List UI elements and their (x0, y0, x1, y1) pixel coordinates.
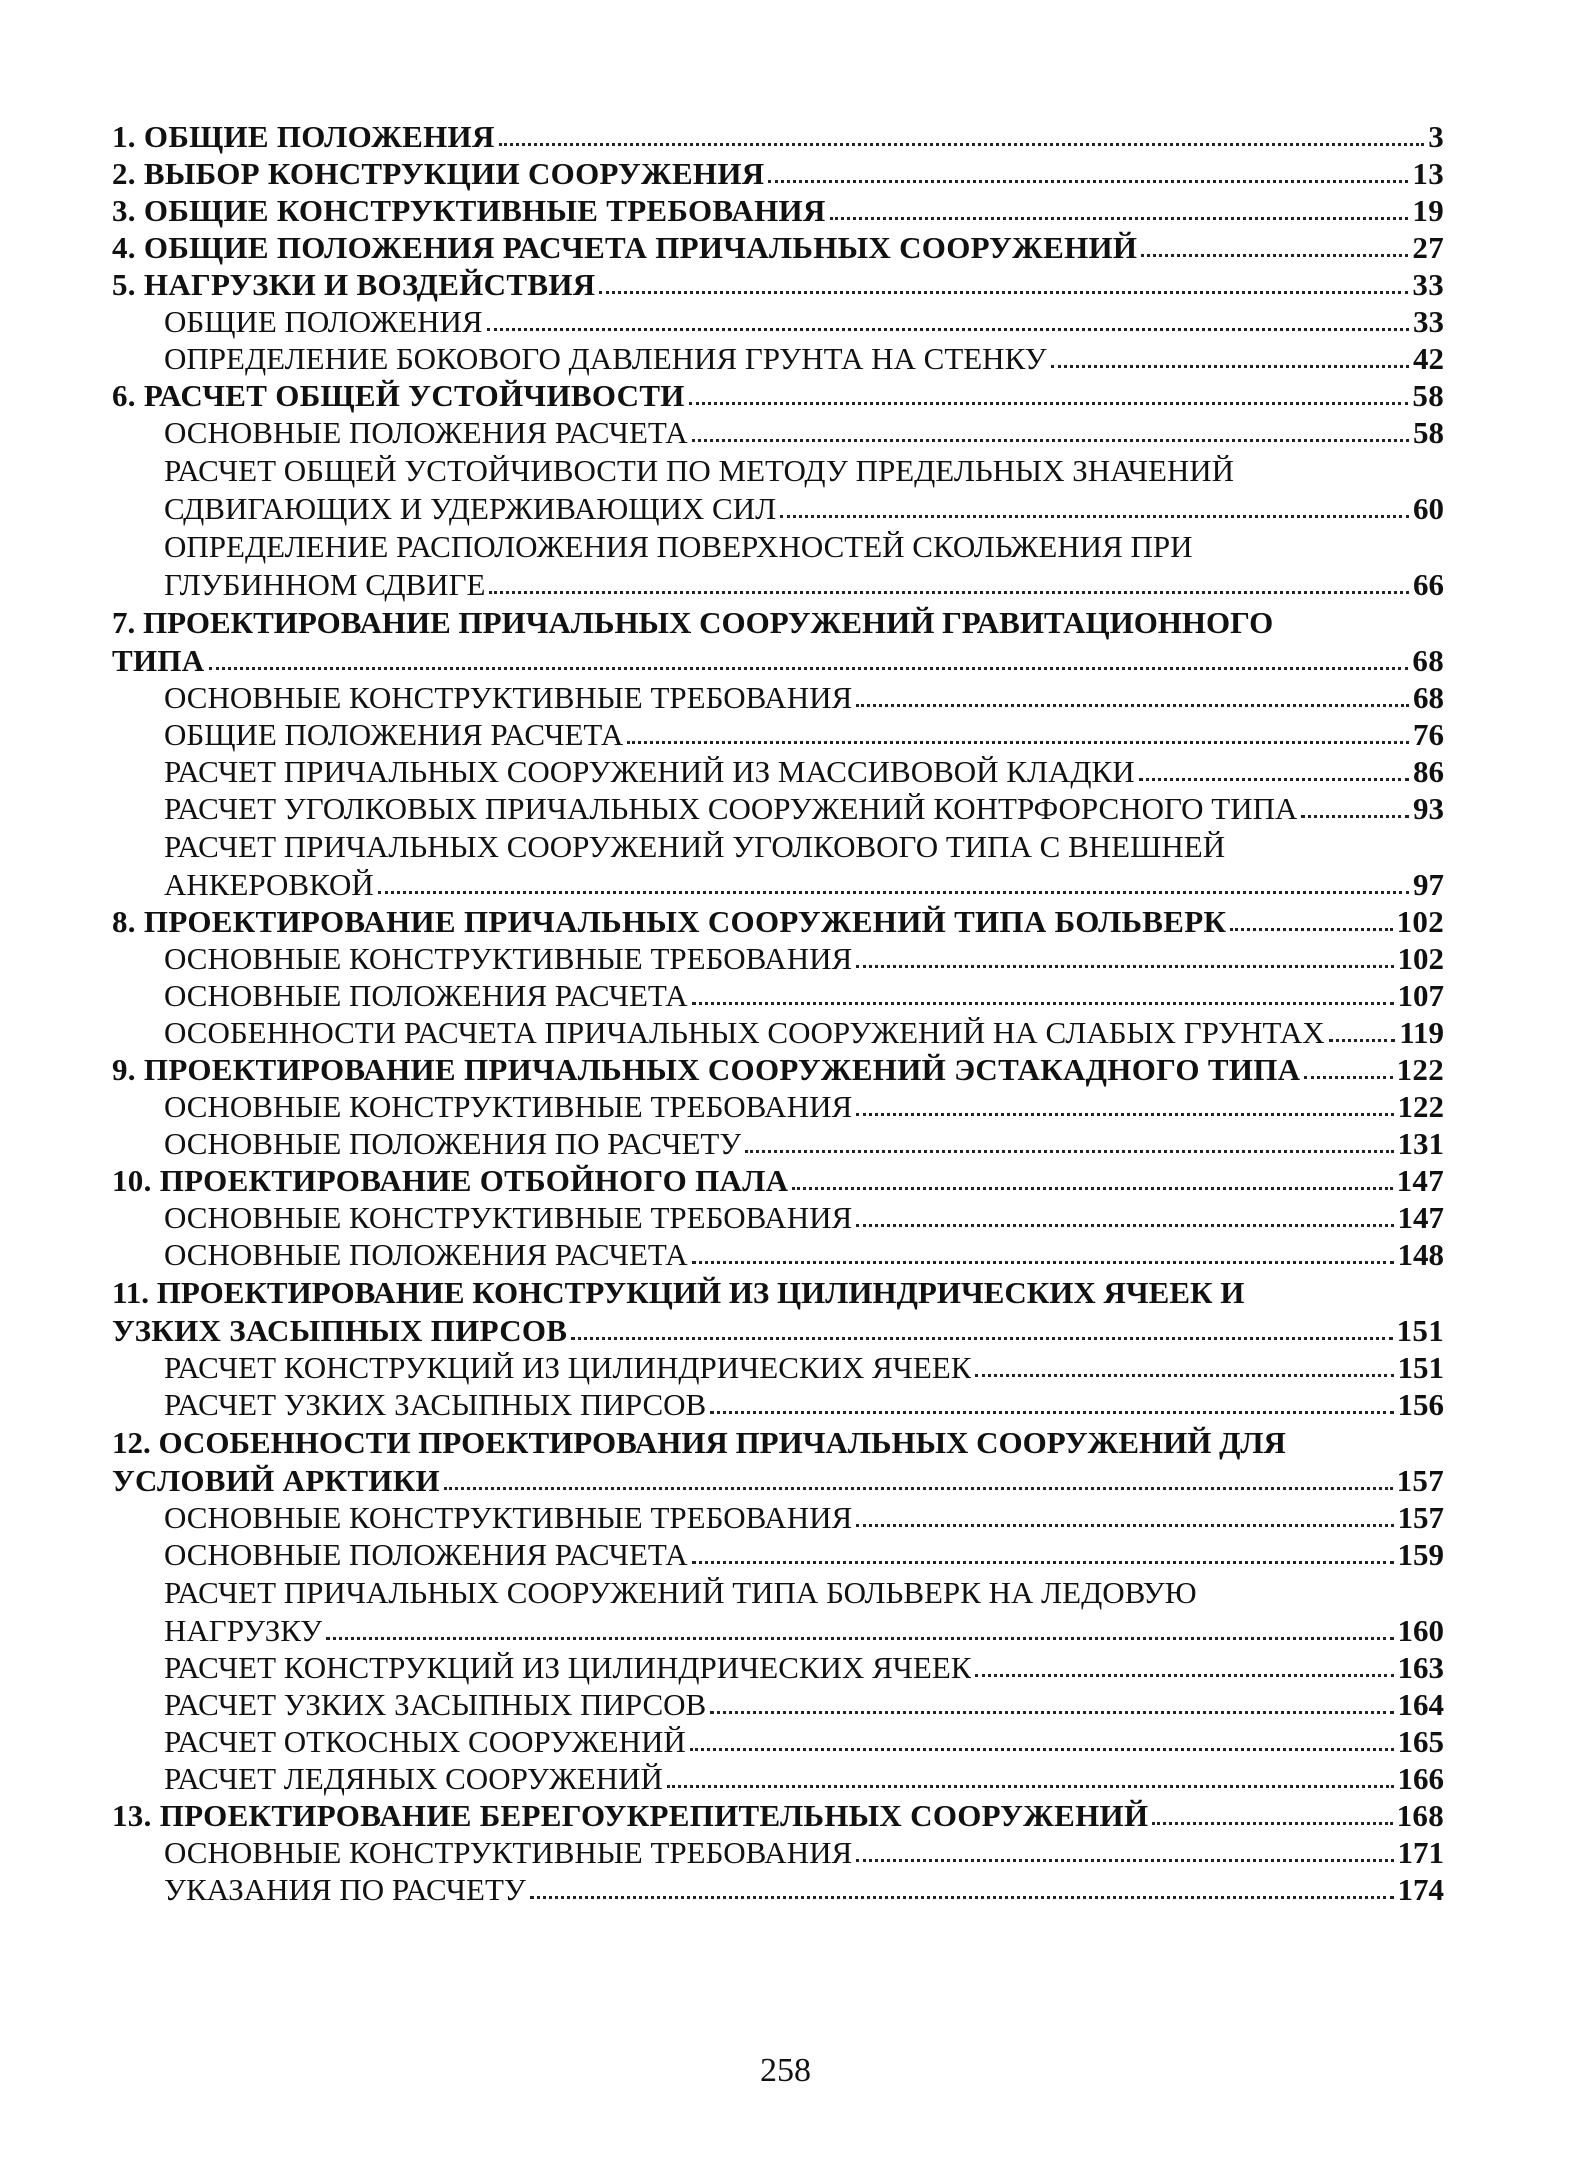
toc-page: 157 (1396, 1463, 1444, 1498)
toc-section-line1: ОПРЕДЕЛЕНИЕ РАСПОЛОЖЕНИЯ ПОВЕРХНОСТЕЙ СКОЛЬЖЕНИЯ ПРИ (164, 529, 1193, 564)
toc-page: 151 (1397, 1350, 1444, 1385)
leader-dots (444, 1487, 1393, 1490)
toc-title: 2. ВЫБОР КОНСТРУКЦИИ СООРУЖЕНИЯ (112, 156, 765, 191)
toc-page: 151 (1396, 1313, 1444, 1348)
toc-section (112, 1088, 1444, 1125)
leader-dots (326, 1637, 1393, 1640)
toc-title: ОСОБЕННОСТИ РАСЧЕТА ПРИЧАЛЬНЫХ СООРУЖЕНИЙ НА СЛАБЫХ ГРУНТАХ (164, 1015, 1325, 1050)
toc-section-line1: РАСЧЕТ ОБЩЕЙ УСТОЙЧИВОСТИ ПО МЕТОДУ ПРЕДЕЛЬНЫХ ЗНАЧЕНИЙ (164, 453, 1235, 488)
leader-dots (378, 891, 1409, 894)
toc-page: 58 (1413, 415, 1444, 450)
leader-dots (530, 1896, 1394, 1899)
toc-chapter-11-line1: 11. ПРОЕКТИРОВАНИЕ КОНСТРУКЦИЙ ИЗ ЦИЛИНДРИЧЕСКИХ ЯЧЕЕК И (112, 1275, 1245, 1310)
leader-dots (571, 1337, 1392, 1340)
toc-title: 5. НАГРУЗКИ И ВОЗДЕЙСТВИЯ (112, 267, 596, 302)
toc-title: РАСЧЕТ УЗКИХ ЗАСЫПНЫХ ПИРСОВ (164, 1387, 707, 1422)
toc-section (112, 1199, 1444, 1236)
leader-dots (856, 1113, 1393, 1116)
toc-page: 157 (1397, 1500, 1444, 1535)
toc-chapter-13 (112, 1797, 1444, 1834)
leader-dots (692, 1002, 1394, 1005)
leader-dots (627, 741, 1409, 744)
toc-title: АНКЕРОВКОЙ (164, 867, 374, 902)
leader-dots (209, 667, 1409, 670)
toc-title: СДВИГАЮЩИХ И УДЕРЖИВАЮЩИХ СИЛ (164, 491, 777, 526)
leader-dots (1329, 1039, 1396, 1042)
leader-dots (768, 180, 1408, 183)
toc-section (112, 340, 1444, 377)
leader-dots (975, 1674, 1393, 1677)
toc-page: 33 (1413, 304, 1444, 339)
toc-chapter-7-line1: 7. ПРОЕКТИРОВАНИЕ ПРИЧАЛЬНЫХ СООРУЖЕНИЙ ГРАВИТАЦИОННОГО (112, 605, 1274, 640)
toc-title: 6. РАСЧЕТ ОБЩЕЙ УСТОЙЧИВОСТИ (112, 378, 685, 413)
leader-dots (689, 402, 1409, 405)
leader-dots (856, 965, 1393, 968)
toc-page: 174 (1397, 1872, 1444, 1907)
toc-page: 160 (1397, 1613, 1444, 1648)
toc-page: 165 (1397, 1724, 1444, 1759)
toc-chapter-12-line1: 12. ОСОБЕННОСТИ ПРОЕКТИРОВАНИЯ ПРИЧАЛЬНЫХ СООРУЖЕНИЙ ДЛЯ (112, 1425, 1286, 1460)
table-of-contents (112, 118, 1444, 1908)
toc-title: РАСЧЕТ КОНСТРУКЦИЙ ИЗ ЦИЛИНДРИЧЕСКИХ ЯЧЕЕК (164, 1650, 972, 1685)
leader-dots (1301, 815, 1409, 818)
toc-section (112, 940, 1444, 977)
toc-page: 147 (1397, 1200, 1444, 1235)
toc-title: ОСНОВНЫЕ ПОЛОЖЕНИЯ ПО РАСЧЕТУ (164, 1126, 742, 1161)
leader-dots (710, 1411, 1393, 1414)
toc-page: 13 (1412, 156, 1444, 191)
leader-dots (856, 704, 1409, 707)
leader-dots (856, 1224, 1393, 1227)
leader-dots (667, 1785, 1394, 1788)
leader-dots (692, 1561, 1394, 1564)
toc-section (112, 1686, 1444, 1723)
toc-page: 27 (1412, 230, 1444, 265)
leader-dots (1152, 1822, 1392, 1825)
toc-title: 8. ПРОЕКТИРОВАНИЕ ПРИЧАЛЬНЫХ СООРУЖЕНИЙ ТИПА БОЛЬВЕРК (112, 904, 1227, 939)
leader-dots (487, 328, 1409, 331)
toc-title: РАСЧЕТ ПРИЧАЛЬНЫХ СООРУЖЕНИЙ ИЗ МАССИВОВОЙ КЛАДКИ (164, 754, 1135, 789)
leader-dots (830, 217, 1409, 220)
leader-dots (692, 1261, 1394, 1264)
toc-section (112, 1871, 1444, 1908)
toc-page: 147 (1396, 1163, 1444, 1198)
toc-title: ОБЩИЕ ПОЛОЖЕНИЯ (164, 304, 483, 339)
leader-dots (489, 591, 1409, 594)
toc-section (112, 1612, 1444, 1649)
toc-chapter-10 (112, 1162, 1444, 1199)
toc-title: РАСЧЕТ ЛЕДЯНЫХ СООРУЖЕНИЙ (164, 1761, 663, 1796)
leader-dots (1304, 1076, 1392, 1079)
toc-title: ОСНОВНЫЕ ПОЛОЖЕНИЯ РАСЧЕТА (164, 1237, 688, 1272)
leader-dots (690, 1748, 1394, 1751)
toc-section (112, 1236, 1444, 1273)
toc-title: 3. ОБЩИЕ КОНСТРУКТИВНЫЕ ТРЕБОВАНИЯ (112, 193, 826, 228)
toc-section (112, 1499, 1444, 1536)
toc-page: 68 (1412, 643, 1444, 678)
toc-page: 76 (1413, 717, 1444, 752)
toc-section (112, 1125, 1444, 1162)
toc-title: ОСНОВНЫЕ КОНСТРУКТИВНЫЕ ТРЕБОВАНИЯ (164, 680, 853, 715)
toc-title: ОСНОВНЫЕ КОНСТРУКТИВНЫЕ ТРЕБОВАНИЯ (164, 1835, 853, 1870)
leader-dots (856, 1524, 1393, 1527)
page-number: 258 (760, 2052, 811, 2089)
toc-section (112, 414, 1444, 451)
toc-title: 1. ОБЩИЕ ПОЛОЖЕНИЯ (112, 119, 495, 154)
toc-chapter-6 (112, 377, 1444, 414)
toc-section (112, 866, 1444, 903)
leader-dots (710, 1711, 1393, 1714)
toc-section (112, 790, 1444, 827)
leader-dots (1230, 928, 1392, 931)
toc-chapter-3 (112, 192, 1444, 229)
toc-page: 102 (1396, 904, 1444, 939)
toc-section (112, 753, 1444, 790)
toc-section (112, 1386, 1444, 1423)
toc-page: 166 (1397, 1761, 1444, 1796)
toc-title: УСЛОВИЙ АРКТИКИ (112, 1463, 440, 1498)
toc-title: РАСЧЕТ УГОЛКОВЫХ ПРИЧАЛЬНЫХ СООРУЖЕНИЙ КОНТРФОРСНОГО ТИПА (164, 791, 1298, 826)
toc-page: 148 (1397, 1237, 1444, 1272)
toc-title: ОПРЕДЕЛЕНИЕ БОКОВОГО ДАВЛЕНИЯ ГРУНТА НА СТЕНКУ (164, 341, 1047, 376)
toc-section (112, 716, 1444, 753)
toc-page: 107 (1397, 978, 1444, 1013)
toc-chapter-9 (112, 1051, 1444, 1088)
toc-title: ОСНОВНЫЕ КОНСТРУКТИВНЫЕ ТРЕБОВАНИЯ (164, 1200, 853, 1235)
toc-chapter-1 (112, 118, 1444, 155)
toc-section (112, 303, 1444, 340)
toc-chapter-11 (112, 1312, 1444, 1349)
toc-section (112, 566, 1444, 603)
toc-chapter-4 (112, 229, 1444, 266)
toc-section (112, 490, 1444, 527)
leader-dots (499, 143, 1425, 146)
toc-page: 93 (1413, 791, 1444, 826)
toc-title: ОСНОВНЫЕ ПОЛОЖЕНИЯ РАСЧЕТА (164, 978, 688, 1013)
leader-dots (1139, 778, 1409, 781)
toc-page: 68 (1413, 680, 1444, 715)
leader-dots (599, 291, 1408, 294)
toc-title: 10. ПРОЕКТИРОВАНИЕ ОТБОЙНОГО ПАЛА (112, 1163, 789, 1198)
toc-section (112, 679, 1444, 716)
toc-page: 164 (1397, 1687, 1444, 1722)
toc-title: НАГРУЗКУ (164, 1613, 323, 1648)
toc-page: 66 (1413, 567, 1444, 602)
toc-page: 171 (1397, 1835, 1444, 1870)
toc-chapter-2 (112, 155, 1444, 192)
toc-page: 102 (1397, 941, 1444, 976)
leader-dots (745, 1150, 1393, 1153)
toc-title: 4. ОБЩИЕ ПОЛОЖЕНИЯ РАСЧЕТА ПРИЧАЛЬНЫХ СООРУЖЕНИЙ (112, 230, 1138, 265)
toc-page: 156 (1397, 1387, 1444, 1422)
toc-title: РАСЧЕТ КОНСТРУКЦИЙ ИЗ ЦИЛИНДРИЧЕСКИХ ЯЧЕЕК (164, 1350, 972, 1385)
toc-page: 97 (1413, 867, 1444, 902)
toc-page: 60 (1413, 491, 1444, 526)
toc-section (112, 1349, 1444, 1386)
leader-dots (692, 439, 1409, 442)
leader-dots (975, 1374, 1393, 1377)
toc-title: ГЛУБИННОМ СДВИГЕ (164, 567, 486, 602)
toc-title: ОСНОВНЫЕ КОНСТРУКТИВНЫЕ ТРЕБОВАНИЯ (164, 1089, 853, 1124)
toc-page: 122 (1397, 1089, 1444, 1124)
toc-page: 86 (1413, 754, 1444, 789)
toc-page: 163 (1397, 1650, 1444, 1685)
toc-title: РАСЧЕТ ОТКОСНЫХ СООРУЖЕНИЙ (164, 1724, 686, 1759)
toc-title: ОСНОВНЫЕ ПОЛОЖЕНИЯ РАСЧЕТА (164, 1537, 688, 1572)
toc-section (112, 1760, 1444, 1797)
toc-page: 122 (1396, 1052, 1444, 1087)
leader-dots (1141, 254, 1408, 257)
toc-title: УКАЗАНИЯ ПО РАСЧЕТУ (164, 1872, 526, 1907)
toc-title: 9. ПРОЕКТИРОВАНИЕ ПРИЧАЛЬНЫХ СООРУЖЕНИЙ ЭСТАКАДНОГО ТИПА (112, 1052, 1301, 1087)
toc-page: 3 (1428, 119, 1444, 154)
toc-page: 42 (1413, 341, 1444, 376)
toc-title: УЗКИХ ЗАСЫПНЫХ ПИРСОВ (112, 1313, 568, 1348)
toc-page: 159 (1397, 1537, 1444, 1572)
toc-chapter-7 (112, 642, 1444, 679)
toc-section (112, 1834, 1444, 1871)
toc-page: 131 (1397, 1126, 1444, 1161)
toc-section-line1: РАСЧЕТ ПРИЧАЛЬНЫХ СООРУЖЕНИЙ УГОЛКОВОГО ТИПА С ВНЕШНЕЙ (164, 829, 1226, 864)
toc-section (112, 1723, 1444, 1760)
toc-page: 33 (1412, 267, 1444, 302)
toc-title: ТИПА (112, 643, 205, 678)
toc-title: ОБЩИЕ ПОЛОЖЕНИЯ РАСЧЕТА (164, 717, 624, 752)
toc-title: ОСНОВНЫЕ ПОЛОЖЕНИЯ РАСЧЕТА (164, 415, 688, 450)
leader-dots (780, 515, 1409, 518)
toc-page: 58 (1412, 378, 1444, 413)
toc-chapter-5 (112, 266, 1444, 303)
leader-dots (792, 1187, 1392, 1190)
toc-chapter-12 (112, 1462, 1444, 1499)
leader-dots (1051, 365, 1409, 368)
toc-title: 13. ПРОЕКТИРОВАНИЕ БЕРЕГОУКРЕПИТЕЛЬНЫХ СООРУЖЕНИЙ (112, 1798, 1149, 1833)
toc-chapter-8 (112, 903, 1444, 940)
toc-section (112, 1536, 1444, 1573)
toc-section-line1: РАСЧЕТ ПРИЧАЛЬНЫХ СООРУЖЕНИЙ ТИПА БОЛЬВЕРК НА ЛЕДОВУЮ (164, 1575, 1197, 1610)
toc-section (112, 977, 1444, 1014)
toc-title: ОСНОВНЫЕ КОНСТРУКТИВНЫЕ ТРЕБОВАНИЯ (164, 1500, 853, 1535)
toc-page: 168 (1396, 1798, 1444, 1833)
toc-title: ОСНОВНЫЕ КОНСТРУКТИВНЫЕ ТРЕБОВАНИЯ (164, 941, 853, 976)
toc-title: РАСЧЕТ УЗКИХ ЗАСЫПНЫХ ПИРСОВ (164, 1687, 707, 1722)
toc-section (112, 1649, 1444, 1686)
toc-section (112, 1014, 1444, 1051)
leader-dots (856, 1859, 1393, 1862)
toc-page: 19 (1412, 193, 1444, 228)
toc-page: 119 (1399, 1015, 1444, 1050)
